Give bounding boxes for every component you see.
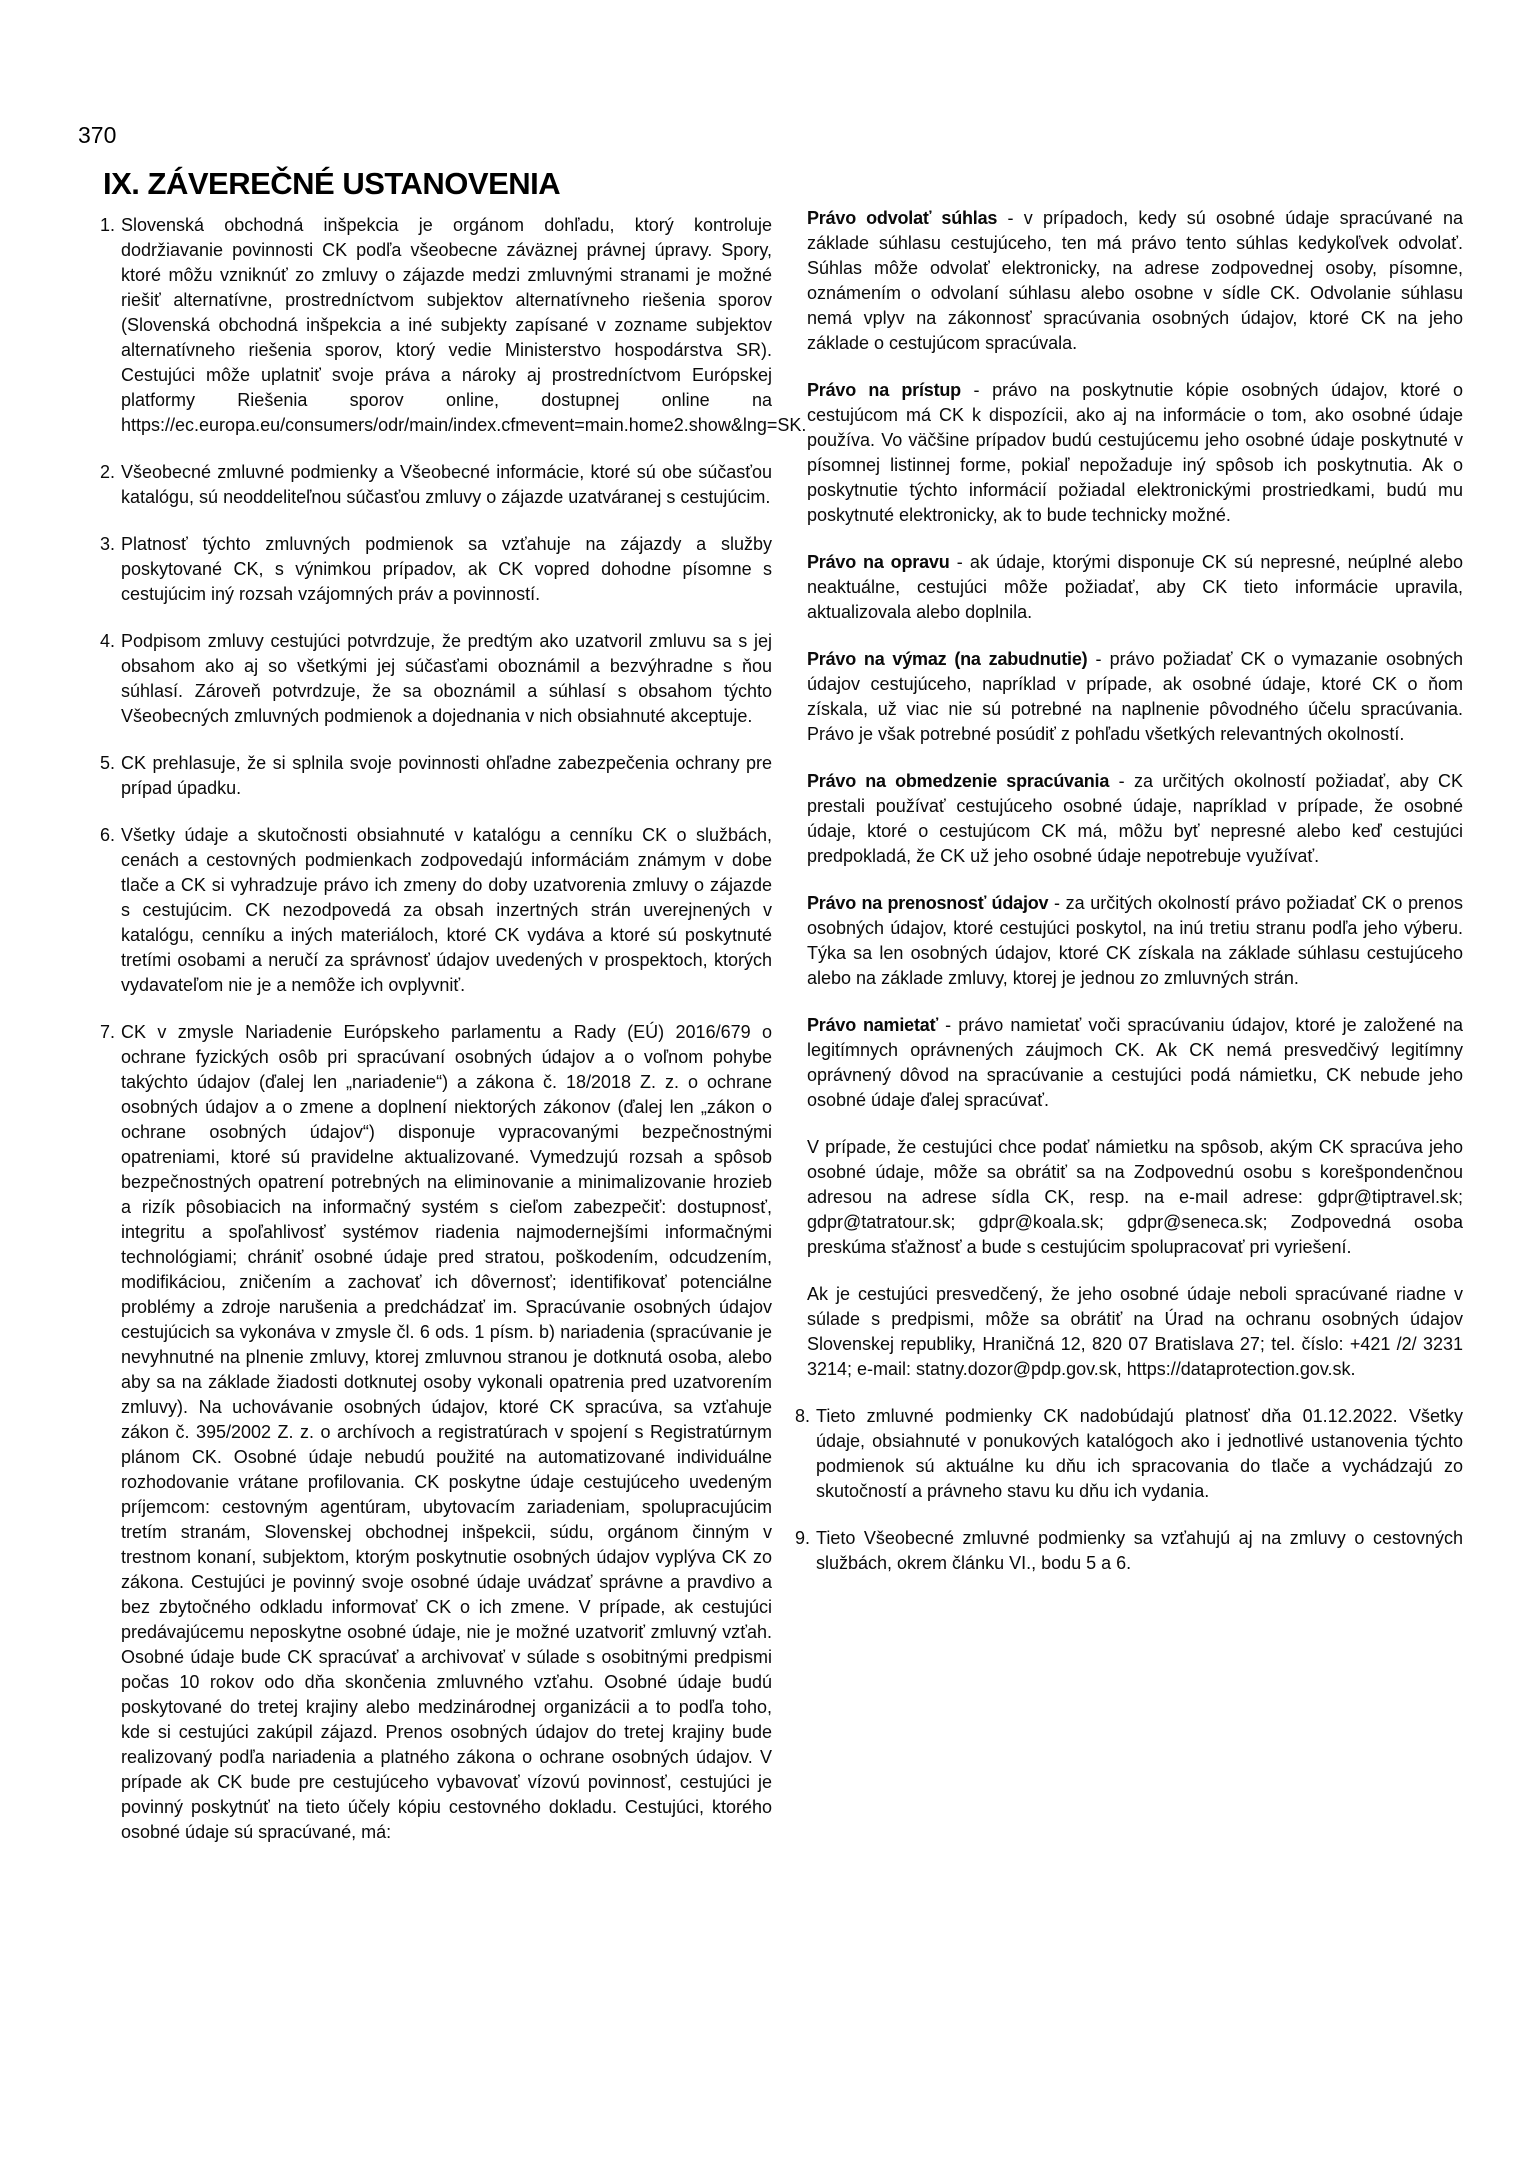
- item-number: 2.: [100, 462, 116, 482]
- paragraph-text: V prípade, že cestujúci chce podať námietku na spôsob, akým CK spracúva jeho osobné údaje, môže sa obrátiť sa na Zodpovednú osobu s korešpondenčnou adresou na adrese sídla CK, resp. na e-mail adrese: gdpr@tiptravel.sk; gdpr@tatratour.sk; gdpr@koala.sk; gdpr@seneca.sk; Zodpovedná osoba preskúma sťažnosť a bude s cestujúcim spolupracovať pri vyriešení.: [807, 1137, 1463, 1257]
- paragraph-right-rectification: [807, 550, 1463, 625]
- item-number: 5.: [100, 753, 116, 773]
- list-item-2: [102, 460, 772, 510]
- list-item-1: [100, 213, 807, 438]
- item-text: Všeobecné zmluvné podmienky a Všeobecné informácie, ktoré sú obe súčasťou katalógu, sú neoddeliteľnou súčasťou zmluvy o zájazde uzatváranej s cestujúcim.: [121, 462, 772, 507]
- paragraph-text: Ak je cestujúci presvedčený, že jeho osobné údaje neboli spracúvané riadne v súlade s predpismi, môže sa obrátiť na Úrad na ochranu osobných údajov Slovenskej republiky, Hraničná 12, 820 07 Bratislava 27; tel. číslo: +421 /2/ 3231 3214; e-mail: statny.dozor@pdp.gov.sk, https://dataprotection.gov.sk.: [807, 1284, 1463, 1379]
- section-title: IX. ZÁVEREČNÉ USTANOVENIA: [103, 166, 561, 201]
- paragraph-supervisory-authority: [807, 1282, 1463, 1382]
- item-text: Tieto zmluvné podmienky CK nadobúdajú platnosť dňa 01.12.2022. Všetky údaje, obsiahnuté v ponukových katalógoch ako i jednotlivé ustanovenia týchto podmienok sú aktuálne ku dňu ich spracovania do tlače a vychádzajú zo skutočností a právneho stavu ku dňu ich vydania.: [816, 1406, 1463, 1501]
- item-number: 9.: [795, 1528, 811, 1548]
- paragraph-right-object: [807, 1013, 1463, 1113]
- paragraph-right-portability: [807, 891, 1463, 991]
- paragraph-lead: Právo na výmaz (na zabudnutie): [807, 649, 1088, 669]
- paragraph-text: - v prípadoch, kedy sú osobné údaje spracúvané na základe súhlasu cestujúceho, ten má právo tento súhlas kedykoľvek odvolať. Súhlas môže odvolať elektronicky, na adrese zodpovednej osoby, písomne, oznámením o odvolaní súhlasu alebo osobne v sídle CK. Odvolanie súhlasu nemá vplyv na zákonnosť spracúvania osobných údajov, ktoré CK na jeho základe o cestujúcom spracúvala.: [807, 208, 1463, 353]
- paragraph-right-withdraw-consent: [807, 206, 1463, 356]
- item-number: 1.: [100, 215, 116, 235]
- item-number: 6.: [100, 825, 116, 845]
- list-item-3: [102, 532, 772, 607]
- paragraph-lead: Právo odvolať súhlas: [807, 208, 998, 228]
- item-number: 3.: [100, 534, 116, 554]
- item-text: Platnosť týchto zmluvných podmienok sa vzťahuje na zájazdy a služby poskytované CK, s výnimkou prípadov, ak CK vopred dohodne písomne s cestujúcim iný rozsah vzájomných práv a povinností.: [121, 534, 772, 604]
- list-item-8: [797, 1404, 1463, 1504]
- paragraph-right-erasure: [807, 647, 1463, 747]
- paragraph-objection-contact: [807, 1135, 1463, 1260]
- left-column: [100, 213, 807, 1845]
- paragraph-lead: Právo na prenosnosť údajov: [807, 893, 1049, 913]
- list-item-6: [102, 823, 772, 998]
- item-text: CK prehlasuje, že si splnila svoje povinnosti ohľadne zabezpečenia ochrany pre prípad úpadku.: [121, 753, 772, 798]
- paragraph-lead: Právo na opravu: [807, 552, 950, 572]
- paragraph-lead: Právo namietať: [807, 1015, 939, 1035]
- item-number: 4.: [100, 631, 116, 651]
- item-text: Podpisom zmluvy cestujúci potvrdzuje, že predtým ako uzatvoril zmluvu sa s jej obsahom ako aj so všetkými jej súčasťami oboznámil a bezvýhradne s ňou súhlasí. Zároveň potvrdzuje, že sa oboznámil a súhlasí s obsahom týchto Všeobecných zmluvných podmienok a dojednania v nich obsiahnuté akceptuje.: [121, 631, 772, 726]
- right-column: [797, 206, 1463, 1576]
- item-text: CK v zmysle Nariadenie Európskeho parlamentu a Rady (EÚ) 2016/679 o ochrane fyzických osôb pri spracúvaní osobných údajov a o voľnom pohybe takýchto údajov (ďalej len „nariadenie“) a zákona č. 18/2018 Z. z. o ochrane osobných údajov a o zmene a doplnení niektorých zákonov (ďalej len „zákon o ochrane osobných údajov“) disponuje vypracovanými bezpečnostnými opatreniami, ktoré sú pravidelne aktualizované. Vymedzujú rozsah a spôsob bezpečnostných opatrení potrebných na eliminovanie a minimalizovanie hrozieb a rizík pôsobiacich na informačný systém s cieľom zabezpečiť: dostupnosť, integritu a spoľahlivosť systémov riadenia najmodernejšími informačnými technológiami; chrániť osobné údaje pred stratou, poškodením, odcudzením, modifikáciou, zničením a zachovať ich dôvernosť; identifikovať potenciálne problémy a zdroje narušenia a predchádzať im. Spracúvanie osobných údajov cestujúcich sa vykonáva v zmysle čl. 6 ods. 1 písm. b) nariadenia (spracúvanie je nevyhnutné na plnenie zmluvy, ktorej zmluvnou stranou je dotknutá osoba, alebo aby sa na základe žiadosti dotknutej osoby vykonali opatrenia pred uzatvorením zmluvy). Na uchovávanie osobných údajov, ktoré CK spracúva, sa vzťahuje zákon č. 395/2002 Z. z. o archívoch a registratúrach v spojení s Registratúrnym plánom CK. Osobné údaje nebudú použité na automatizované individuálne rozhodovanie vrátane profilovania. CK poskytne údaje cestujúceho uvedeným príjemcom: cestovným agentúram, ubytovacím zariadeniam, spolupracujúcim tretím stranám, Slovenskej obchodnej inšpekcii, súdu, orgánom činným v trestnom konaní, subjektom, ktorým poskytnutie osobných údajov vyplýva CK zo zákona. Cestujúci je povinný svoje osobné údaje uvádzať správne a pravdivo a bez zbytočného odkladu informovať CK o ich zmene. V prípade, ak cestujúci predávajúcemu neposkytne osobné údaje, nie je možné uzatvoriť zmluvný vzťah. Osobné údaje bude CK spracúvať a archivovať v súlade s osobitnými predpismi počas 10 rokov odo dňa skončenia zmluvného vzťahu. Osobné údaje budú poskytované do tretej krajiny alebo medzinárodnej organizácii a to podľa toho, kde si cestujúci zakúpil zájazd. Prenos osobných údajov do tretej krajiny bude realizovaný podľa nariadenia a platného zákona o ochrane osobných údajov. V prípade ak CK bude pre cestujúceho vybavovať vízovú povinnosť, cestujúci je povinný poskytnúť na tieto účely kópiu cestovného dokladu. Cestujúci, ktorého osobné údaje sú spracúvané, má:: [121, 1022, 772, 1842]
- paragraph-text: - za určitých okolností požiadať, aby CK prestali používať cestujúceho osobné údaje, napríklad v prípade, že osobné údaje, ktoré o cestujúcom CK má, môžu byť nepresné alebo keď cestujúci predpokladá, že CK už jeho osobné údaje nepotrebuje využívať.: [807, 771, 1463, 866]
- paragraph-text: - za určitých okolností právo požiadať CK o prenos osobných údajov, ktoré cestujúci poskytol, na inú tretiu stranu podľa jeho výberu. Týka sa len osobných údajov, ktoré CK získala na základe súhlasu cestujúceho alebo na základe zmluvy, ktorej je jednou zo zmluvných strán.: [807, 893, 1463, 988]
- paragraph-text: - právo požiadať CK o vymazanie osobných údajov cestujúceho, napríklad v prípade, ak osobné údaje, ktoré CK o ňom získala, už viac nie sú potrebné na naplnenie pôvodného účelu spracúvania. Právo je však potrebné posúdiť z pohľadu všetkých relevantných okolností.: [807, 649, 1464, 744]
- list-item-9: [797, 1526, 1463, 1576]
- item-number: 8.: [795, 1406, 811, 1426]
- paragraph-right-restriction: [807, 769, 1463, 869]
- paragraph-text: - právo namietať voči spracúvaniu údajov, ktoré je založené na legitímnych oprávnených záujmoch CK. Ak CK nemá presvedčivý legitímny oprávnený dôvod na spracúvanie a cestujúci podá námietku, CK nebude jeho osobné údaje ďalej spracúvať.: [807, 1015, 1463, 1110]
- paragraph-lead: Právo na prístup: [807, 380, 961, 400]
- paragraph-lead: Právo na obmedzenie spracúvania: [807, 771, 1110, 791]
- list-item-5: [102, 751, 772, 801]
- list-item-7: [102, 1020, 772, 1845]
- paragraph-text: - ak údaje, ktorými disponuje CK sú nepresné, neúplné alebo neaktuálne, cestujúci môže požiadať, aby CK tieto informácie upravila, aktualizovala alebo doplnila.: [807, 552, 1463, 622]
- paragraph-text: - právo na poskytnutie kópie osobných údajov, ktoré o cestujúcom má CK k dispozícii, ako aj na informácie o tom, ako osobné údaje používa. Vo väčšine prípadov budú cestujúcemu jeho osobné údaje poskytnuté v písomnej listinnej forme, pokiaľ nepožaduje iný spôsob ich poskytnutia. Ak o poskytnutie týchto informácií požiadal elektronickými prostriedkami, budú mu poskytnuté elektronicky, ak to bude technicky možné.: [807, 380, 1463, 525]
- page-number: 370: [78, 122, 117, 148]
- item-number: 7.: [100, 1022, 116, 1042]
- item-text: Všetky údaje a skutočnosti obsiahnuté v katalógu a cenníku CK o službách, cenách a cestovných podmienkach zodpovedajú informáciám známym v dobe tlače a CK si vyhradzuje právo ich zmeny do doby uzatvorenia zmluvy o zájazde s cestujúcim. CK nezodpovedá za obsah inzertných strán uverejnených v katalógu, cenníku a iných materiáloch, ktoré CK vydáva a ktoré sú poskytnuté tretími osobami a neručí za správnosť údajov uvedených v prospektoch, ktorých vydavateľom nie je a nemôže ich ovplyvniť.: [121, 825, 772, 995]
- item-text: Slovenská obchodná inšpekcia je orgánom dohľadu, ktorý kontroluje dodržiavanie povinnosti CK podľa všeobecne záväznej právnej úpravy. Spory, ktoré môžu vzniknúť zo zmluvy o zájazde medzi zmluvnými stranami je možné riešiť alternatívne, prostredníctvom subjektov alternatívneho riešenia sporov (Slovenská obchodná inšpekcia a iné subjekty zapísané v zozname subjektov alternatívneho riešenia sporov, ktorý vedie Ministerstvo hospodárstva SR). Cestujúci môže uplatniť svoje práva a nároky aj prostredníctvom Európskej platformy Riešenia sporov online, dostupnej online na https://ec.europa.eu/consumers/odr/main/index.cfmevent=main.home2.show&lng=SK.: [121, 215, 807, 435]
- list-item-4: [102, 629, 772, 729]
- item-text: Tieto Všeobecné zmluvné podmienky sa vzťahujú aj na zmluvy o cestovných službách, okrem článku VI., bodu 5 a 6.: [816, 1528, 1463, 1573]
- paragraph-right-access: [807, 378, 1463, 528]
